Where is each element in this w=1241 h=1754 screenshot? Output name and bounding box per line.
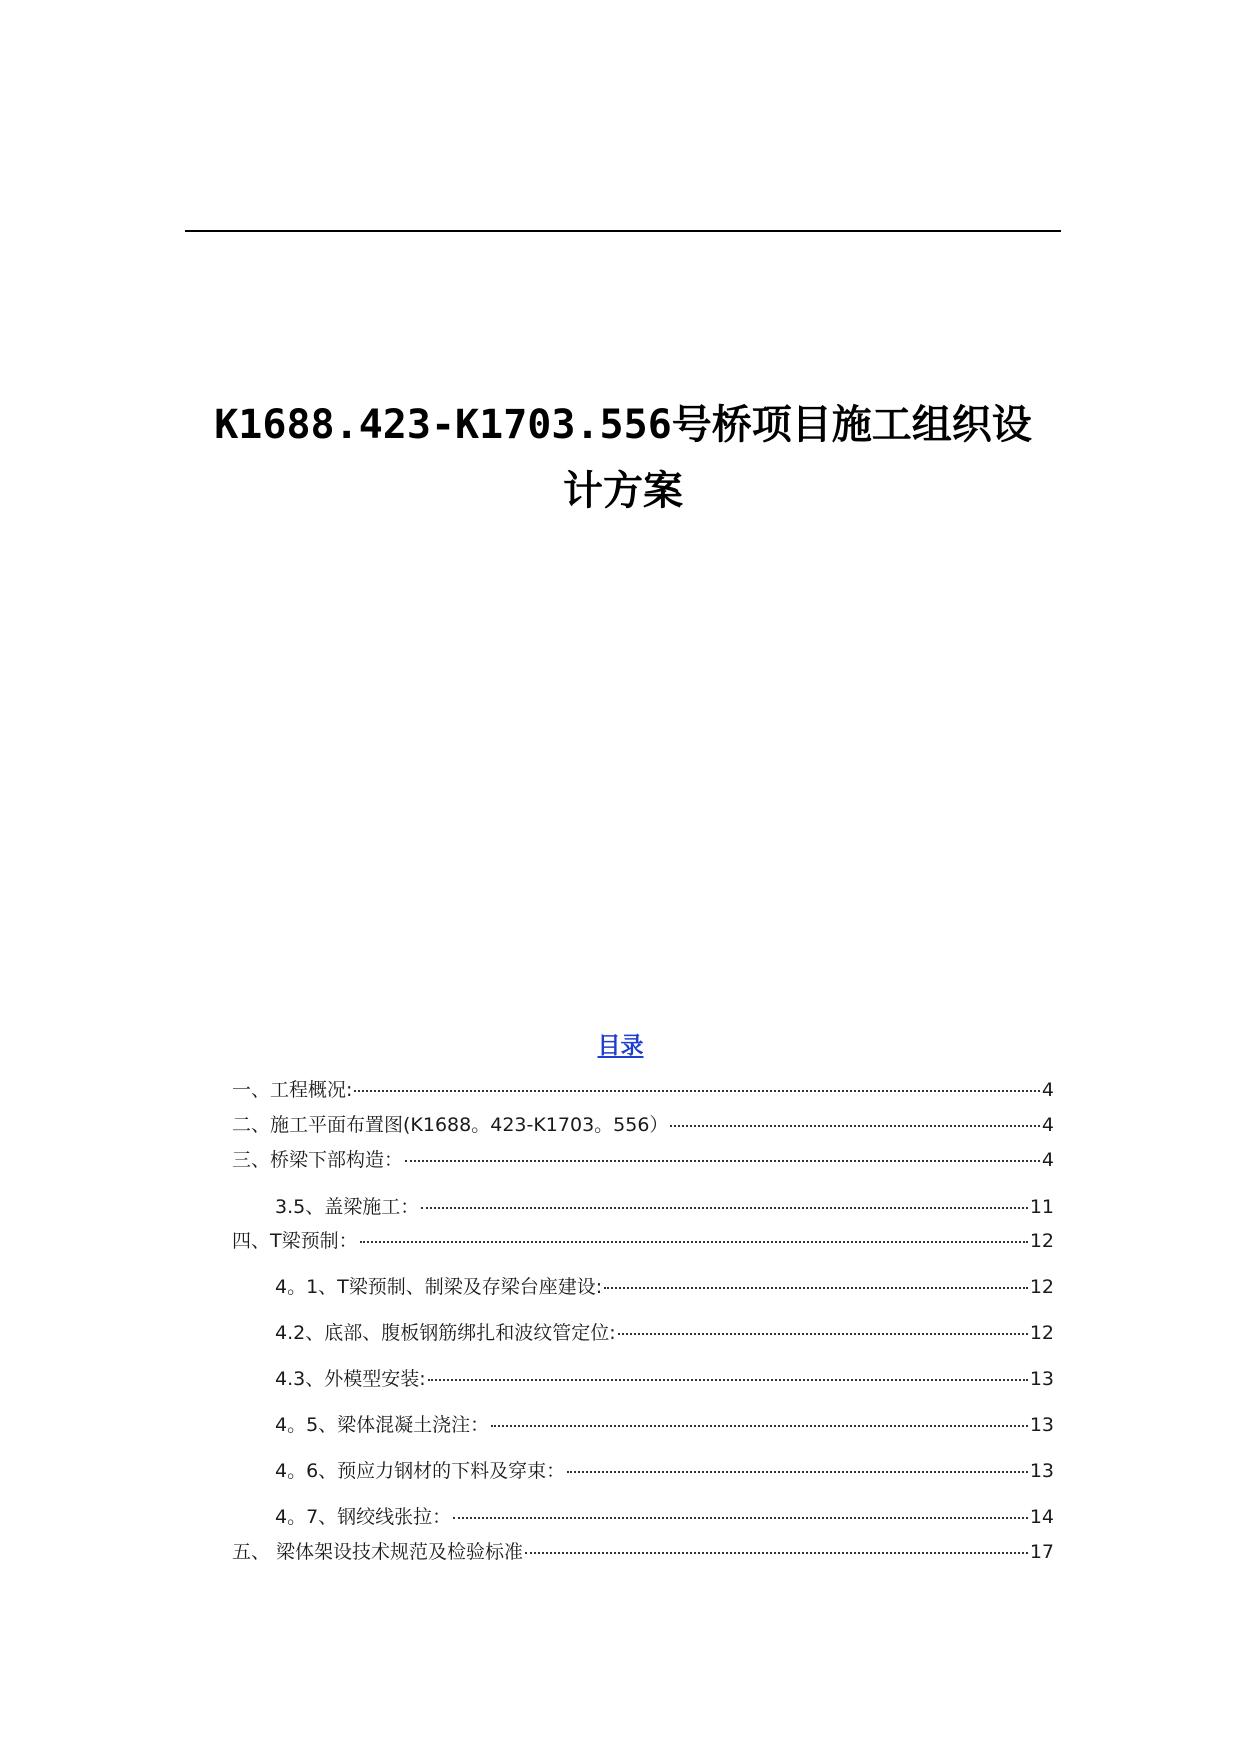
- toc-entry-label: 四、T梁预制：: [232, 1230, 358, 1252]
- toc-entry-label: 3.5、盖梁施工：: [275, 1196, 420, 1218]
- toc-entry[interactable]: [275, 1319, 1054, 1347]
- toc-entry[interactable]: [275, 1193, 1054, 1221]
- toc-entry-label: 一、工程概况:: [232, 1079, 353, 1101]
- toc-entry-page: 13: [1029, 1460, 1054, 1482]
- toc-entry-label: 4.3、外模型安装:: [275, 1368, 426, 1390]
- toc-entry-label: 4。5、梁体混凝土浇注：: [275, 1414, 490, 1436]
- toc-entry-page: 4: [1041, 1114, 1054, 1136]
- toc-entry-page: 12: [1029, 1276, 1054, 1298]
- toc-entry-label: 五、 梁体架设技术规范及检验标准: [232, 1541, 524, 1563]
- toc-entry-page: 12: [1029, 1322, 1054, 1344]
- toc-dot-leader: [360, 1240, 1028, 1243]
- toc-entry-label: 4.2、底部、腹板钢筋绑扎和波纹管定位:: [275, 1322, 616, 1344]
- toc-entry-label: 4。7、钢绞线张拉：: [275, 1506, 452, 1528]
- toc-dot-leader: [354, 1089, 1040, 1092]
- toc-entry[interactable]: [232, 1076, 1054, 1104]
- toc-dot-leader: [670, 1124, 1039, 1127]
- toc-entry-page: 17: [1029, 1541, 1054, 1563]
- toc-entry-page: 13: [1029, 1414, 1054, 1436]
- toc-dot-leader: [453, 1516, 1028, 1519]
- document-title: [150, 392, 1096, 524]
- toc-entry[interactable]: [275, 1273, 1054, 1301]
- toc-dot-leader: [525, 1551, 1028, 1554]
- toc-entry[interactable]: [232, 1227, 1054, 1255]
- toc-dot-leader: [405, 1159, 1040, 1162]
- toc-entry[interactable]: [275, 1503, 1054, 1531]
- toc-entry-page: 12: [1029, 1230, 1054, 1252]
- toc-entry-page: 11: [1029, 1196, 1054, 1218]
- toc-entry-page: 13: [1029, 1368, 1054, 1390]
- header-rule: [185, 230, 1061, 232]
- toc-entry[interactable]: [232, 1538, 1054, 1566]
- toc-entry-page: 4: [1041, 1079, 1054, 1101]
- document-title-line-1: K1688.423-K1703.556号桥项目施工组织设: [214, 402, 1032, 448]
- toc-entry-label: 二、施工平面布置图(K1688。423-K1703。556）: [232, 1114, 669, 1136]
- toc-heading[interactable]: 目录: [597, 1033, 644, 1059]
- toc-entry[interactable]: [275, 1457, 1054, 1485]
- toc-entry-label: 三、桥梁下部构造：: [232, 1149, 404, 1171]
- toc-entry[interactable]: [232, 1146, 1054, 1174]
- toc-dot-leader: [491, 1424, 1028, 1427]
- toc-entry-page: 14: [1029, 1506, 1054, 1528]
- toc-entry-label: 4。1、T梁预制、制梁及存梁台座建设:: [275, 1276, 603, 1298]
- toc-dot-leader: [428, 1378, 1028, 1381]
- document-title-line-2: 计方案: [563, 468, 683, 514]
- toc-entry[interactable]: [232, 1111, 1054, 1139]
- toc-dot-leader: [567, 1470, 1028, 1473]
- toc-entry-page: 4: [1041, 1149, 1054, 1171]
- toc-dot-leader: [421, 1206, 1028, 1209]
- toc-entry[interactable]: [275, 1411, 1054, 1439]
- toc-dot-leader: [618, 1332, 1028, 1335]
- toc-entry-label: 4。6、预应力钢材的下料及穿束：: [275, 1460, 566, 1482]
- toc-dot-leader: [604, 1286, 1028, 1289]
- toc-entry[interactable]: [275, 1365, 1054, 1393]
